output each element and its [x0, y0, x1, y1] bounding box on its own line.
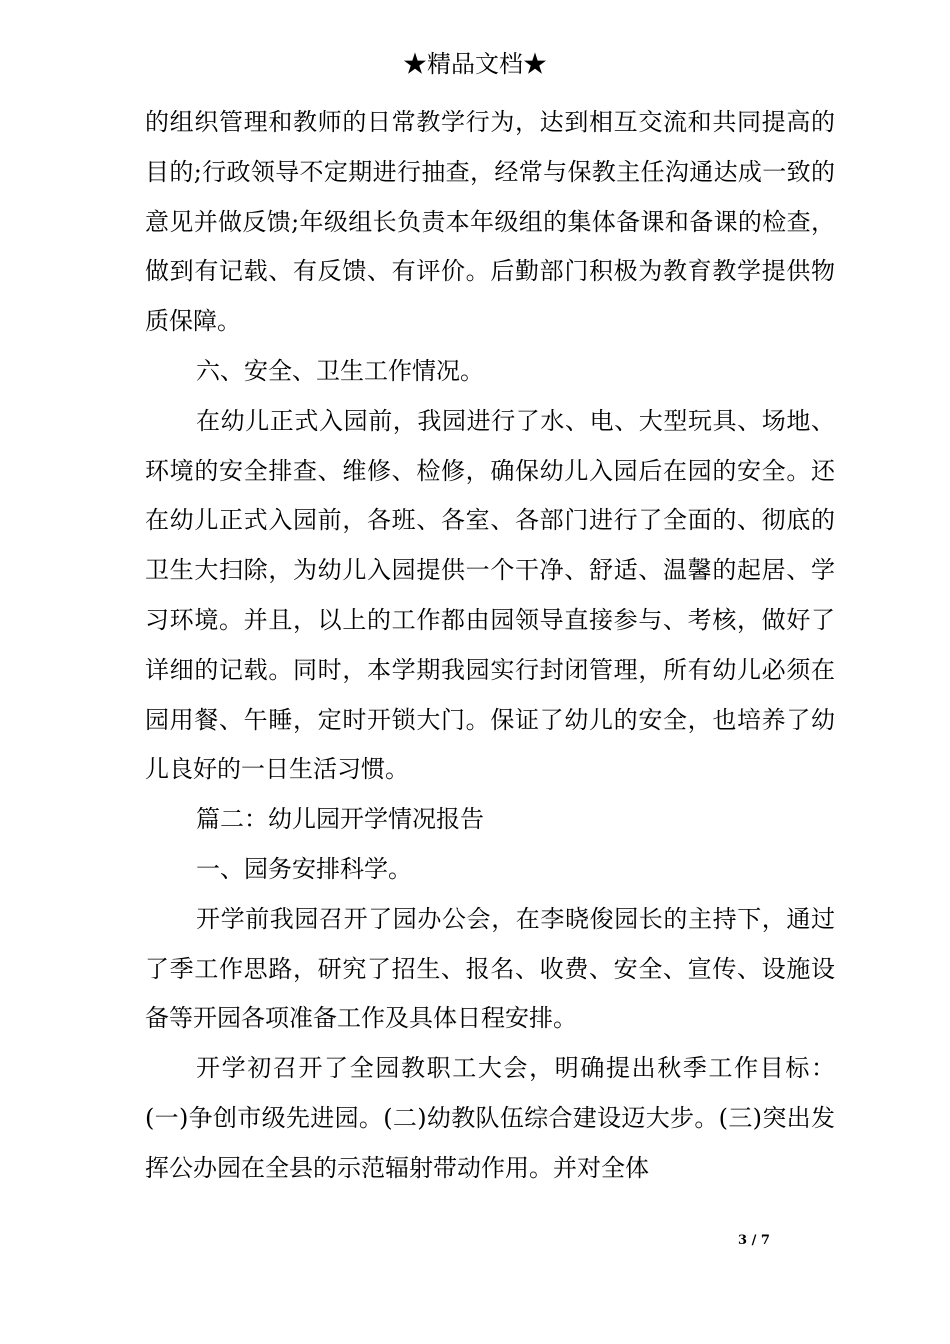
page-number-text: 3 / 7	[738, 1233, 770, 1248]
paragraph: 开学前我园召开了园办公会，在李晓俊园长的主持下，通过了季工作思路，研究了招生、报名、收费、安全、宣传、设施设备等开园各项准备工作及具体日程安排。	[145, 904, 835, 1033]
page-number	[738, 1233, 770, 1249]
header-title: ★精品文档★	[403, 50, 547, 78]
paragraph: 在幼儿正式入园前，我园进行了水、电、大型玩具、场地、环境的安全排查、维修、检修，确保幼儿入园后在园的安全。还在幼儿正式入园前，各班、各室、各部门进行了全面的、彻底的卫生大扫除，为幼儿入园提供一个干净、舒适、温馨的起居、学习环境。并且，以上的工作都由园领导直接参与、考核，做好了详细的记载。同时，本学期我园实行封闭管理，所有幼儿必须在园用餐、午睡，定时开锁大门。保证了幼儿的安全，也培养了幼儿良好的一日生活习惯。	[145, 406, 835, 784]
document-body	[145, 98, 835, 1194]
paragraph: 一、园务安排科学。	[196, 854, 412, 883]
paragraph: 六、安全、卫生工作情况。	[196, 356, 484, 385]
paragraph: 的组织管理和教师的日常教学行为，达到相互交流和共同提高的目的;行政领导不定期进行抽查，经常与保教主任沟通达成一致的意见并做反馈;年级组长负责本年级组的集体备课和备课的检查，做到有记载、有反馈、有评价。后勤部门积极为教育教学提供物质保障。	[145, 108, 835, 336]
document-header	[0, 47, 950, 81]
paragraph: 开学初召开了全园教职工大会，明确提出秋季工作目标：(一)争创市级先进园。(二)幼教队伍综合建设迈大步。(三)突出发挥公办园在全县的示范辐射带动作用。并对全体	[145, 1054, 835, 1182]
paragraph: 篇二：幼儿园开学情况报告	[196, 805, 484, 834]
